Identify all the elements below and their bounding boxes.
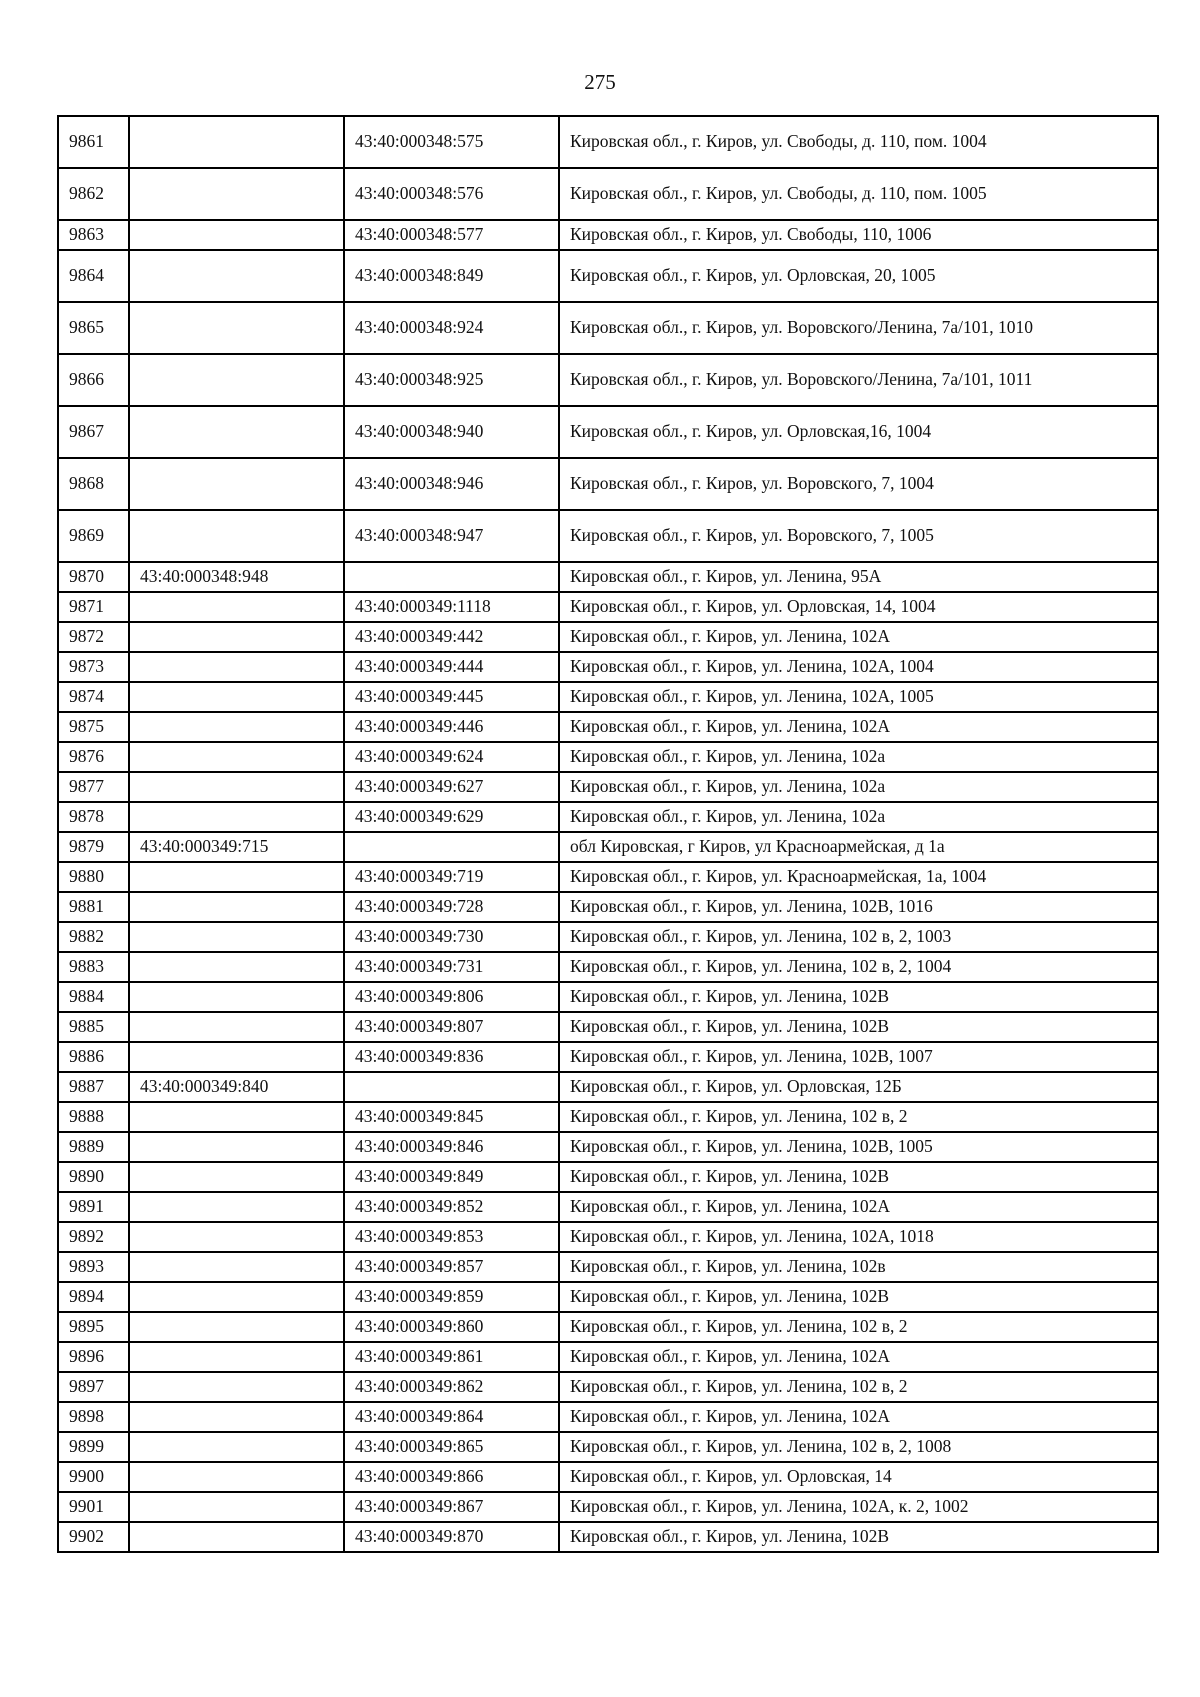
premises-number-cell: 43:40:000349:445 <box>344 682 559 712</box>
row-number-cell: 9871 <box>58 592 129 622</box>
row-number-cell: 9877 <box>58 772 129 802</box>
premises-number-cell: 43:40:000348:946 <box>344 458 559 510</box>
premises-number-cell: 43:40:000349:849 <box>344 1162 559 1192</box>
row-number-cell: 9897 <box>58 1372 129 1402</box>
table-row <box>58 592 1158 622</box>
parcel-number-cell <box>129 1162 344 1192</box>
parcel-number-cell <box>129 1522 344 1552</box>
table-row <box>58 354 1158 406</box>
premises-number-cell: 43:40:000349:836 <box>344 1042 559 1072</box>
premises-number-cell <box>344 1072 559 1102</box>
parcel-number-cell: 43:40:000349:840 <box>129 1072 344 1102</box>
table-row <box>58 1372 1158 1402</box>
table-row <box>58 1192 1158 1222</box>
address-cell: Кировская обл., г. Киров, ул. Орловская, 12Б <box>559 1072 1158 1102</box>
premises-number-cell: 43:40:000349:865 <box>344 1432 559 1462</box>
row-number-cell: 9868 <box>58 458 129 510</box>
table-row <box>58 1072 1158 1102</box>
address-cell: Кировская обл., г. Киров, ул. Свободы, д. 110, пом. 1004 <box>559 116 1158 168</box>
premises-number-cell <box>344 832 559 862</box>
table-row <box>58 1342 1158 1372</box>
parcel-number-cell <box>129 772 344 802</box>
address-cell: Кировская обл., г. Киров, ул. Ленина, 102А, 1004 <box>559 652 1158 682</box>
parcel-number-cell <box>129 892 344 922</box>
address-cell: Кировская обл., г. Киров, ул. Свободы, 110, 1006 <box>559 220 1158 250</box>
row-number-cell: 9896 <box>58 1342 129 1372</box>
address-cell: Кировская обл., г. Киров, ул. Ленина, 95А <box>559 562 1158 592</box>
premises-number-cell: 43:40:000349:442 <box>344 622 559 652</box>
premises-number-cell: 43:40:000349:867 <box>344 1492 559 1522</box>
parcel-number-cell <box>129 354 344 406</box>
address-cell: Кировская обл., г. Киров, ул. Орловская, 14 <box>559 1462 1158 1492</box>
address-cell: Кировская обл., г. Киров, ул. Ленина, 102 в, 2 <box>559 1372 1158 1402</box>
parcel-number-cell <box>129 712 344 742</box>
parcel-number-cell <box>129 862 344 892</box>
row-number-cell: 9872 <box>58 622 129 652</box>
row-number-cell: 9891 <box>58 1192 129 1222</box>
table-row <box>58 1102 1158 1132</box>
address-cell: Кировская обл., г. Киров, ул. Красноармейская, 1а, 1004 <box>559 862 1158 892</box>
table-row <box>58 652 1158 682</box>
premises-number-cell: 43:40:000348:940 <box>344 406 559 458</box>
row-number-cell: 9866 <box>58 354 129 406</box>
parcel-number-cell <box>129 1342 344 1372</box>
table-row <box>58 1522 1158 1552</box>
table-row <box>58 622 1158 652</box>
premises-number-cell: 43:40:000348:849 <box>344 250 559 302</box>
premises-number-cell <box>344 562 559 592</box>
row-number-cell: 9861 <box>58 116 129 168</box>
address-cell: Кировская обл., г. Киров, ул. Орловская, 20, 1005 <box>559 250 1158 302</box>
table-row <box>58 220 1158 250</box>
row-number-cell: 9873 <box>58 652 129 682</box>
premises-number-cell: 43:40:000349:853 <box>344 1222 559 1252</box>
table-row <box>58 1432 1158 1462</box>
table-row <box>58 168 1158 220</box>
premises-number-cell: 43:40:000348:925 <box>344 354 559 406</box>
parcel-number-cell <box>129 302 344 354</box>
parcel-number-cell <box>129 116 344 168</box>
parcel-number-cell <box>129 622 344 652</box>
table-row <box>58 510 1158 562</box>
parcel-number-cell <box>129 982 344 1012</box>
table-row <box>58 1252 1158 1282</box>
parcel-number-cell <box>129 406 344 458</box>
address-cell: Кировская обл., г. Киров, ул. Свободы, д. 110, пом. 1005 <box>559 168 1158 220</box>
premises-number-cell: 43:40:000349:1118 <box>344 592 559 622</box>
row-number-cell: 9878 <box>58 802 129 832</box>
premises-number-cell: 43:40:000349:627 <box>344 772 559 802</box>
parcel-number-cell <box>129 1012 344 1042</box>
table-row <box>58 1162 1158 1192</box>
table-row <box>58 1222 1158 1252</box>
address-cell: Кировская обл., г. Киров, ул. Ленина, 102 в, 2, 1008 <box>559 1432 1158 1462</box>
address-cell: Кировская обл., г. Киров, ул. Ленина, 102а <box>559 742 1158 772</box>
premises-number-cell: 43:40:000349:859 <box>344 1282 559 1312</box>
premises-number-cell: 43:40:000349:862 <box>344 1372 559 1402</box>
premises-number-cell: 43:40:000349:860 <box>344 1312 559 1342</box>
row-number-cell: 9894 <box>58 1282 129 1312</box>
parcel-number-cell: 43:40:000348:948 <box>129 562 344 592</box>
row-number-cell: 9888 <box>58 1102 129 1132</box>
address-cell: Кировская обл., г. Киров, ул. Ленина, 102А, 1018 <box>559 1222 1158 1252</box>
address-cell: Кировская обл., г. Киров, ул. Ленина, 102А <box>559 1342 1158 1372</box>
row-number-cell: 9902 <box>58 1522 129 1552</box>
table-row <box>58 862 1158 892</box>
parcel-number-cell <box>129 1492 344 1522</box>
table-row <box>58 922 1158 952</box>
address-cell: Кировская обл., г. Киров, ул. Ленина, 102в <box>559 1252 1158 1282</box>
table-row <box>58 982 1158 1012</box>
parcel-number-cell <box>129 592 344 622</box>
table-row <box>58 832 1158 862</box>
row-number-cell: 9874 <box>58 682 129 712</box>
table-row <box>58 772 1158 802</box>
row-number-cell: 9870 <box>58 562 129 592</box>
premises-number-cell: 43:40:000349:846 <box>344 1132 559 1162</box>
row-number-cell: 9876 <box>58 742 129 772</box>
row-number-cell: 9883 <box>58 952 129 982</box>
premises-number-cell: 43:40:000348:576 <box>344 168 559 220</box>
premises-number-cell: 43:40:000349:728 <box>344 892 559 922</box>
address-cell: Кировская обл., г. Киров, ул. Воровского/Ленина, 7а/101, 1011 <box>559 354 1158 406</box>
table-row <box>58 406 1158 458</box>
address-cell: Кировская обл., г. Киров, ул. Ленина, 102В <box>559 982 1158 1012</box>
row-number-cell: 9889 <box>58 1132 129 1162</box>
parcel-number-cell <box>129 682 344 712</box>
row-number-cell: 9900 <box>58 1462 129 1492</box>
parcel-number-cell <box>129 168 344 220</box>
premises-number-cell: 43:40:000349:719 <box>344 862 559 892</box>
parcel-number-cell <box>129 652 344 682</box>
address-cell: Кировская обл., г. Киров, ул. Ленина, 102 в, 2 <box>559 1102 1158 1132</box>
premises-number-cell: 43:40:000348:575 <box>344 116 559 168</box>
table-row <box>58 562 1158 592</box>
parcel-number-cell <box>129 1222 344 1252</box>
parcel-number-cell: 43:40:000349:715 <box>129 832 344 862</box>
parcel-number-cell <box>129 1132 344 1162</box>
table-row <box>58 116 1158 168</box>
table-row <box>58 1462 1158 1492</box>
premises-number-cell: 43:40:000349:861 <box>344 1342 559 1372</box>
row-number-cell: 9886 <box>58 1042 129 1072</box>
address-cell: Кировская обл., г. Киров, ул. Воровского/Ленина, 7а/101, 1010 <box>559 302 1158 354</box>
row-number-cell: 9901 <box>58 1492 129 1522</box>
address-cell: Кировская обл., г. Киров, ул. Ленина, 102В, 1005 <box>559 1132 1158 1162</box>
address-cell: Кировская обл., г. Киров, ул. Ленина, 102А <box>559 1192 1158 1222</box>
address-cell: Кировская обл., г. Киров, ул. Ленина, 102А, к. 2, 1002 <box>559 1492 1158 1522</box>
table-row <box>58 952 1158 982</box>
table-row <box>58 458 1158 510</box>
address-cell: Кировская обл., г. Киров, ул. Воровского, 7, 1005 <box>559 510 1158 562</box>
row-number-cell: 9895 <box>58 1312 129 1342</box>
premises-number-cell: 43:40:000349:446 <box>344 712 559 742</box>
row-number-cell: 9881 <box>58 892 129 922</box>
address-cell: Кировская обл., г. Киров, ул. Ленина, 102А <box>559 712 1158 742</box>
table-row <box>58 682 1158 712</box>
address-cell: Кировская обл., г. Киров, ул. Ленина, 102 в, 2, 1004 <box>559 952 1158 982</box>
parcel-number-cell <box>129 458 344 510</box>
premises-number-cell: 43:40:000349:807 <box>344 1012 559 1042</box>
table-row <box>58 302 1158 354</box>
parcel-number-cell <box>129 922 344 952</box>
parcel-number-cell <box>129 220 344 250</box>
row-number-cell: 9882 <box>58 922 129 952</box>
address-cell: Кировская обл., г. Киров, ул. Ленина, 102а <box>559 772 1158 802</box>
row-number-cell: 9898 <box>58 1402 129 1432</box>
parcel-number-cell <box>129 1432 344 1462</box>
address-cell: Кировская обл., г. Киров, ул. Ленина, 102 в, 2, 1003 <box>559 922 1158 952</box>
parcel-number-cell <box>129 250 344 302</box>
row-number-cell: 9863 <box>58 220 129 250</box>
registry-table <box>57 115 1159 1553</box>
address-cell: Кировская обл., г. Киров, ул. Ленина, 102В, 1016 <box>559 892 1158 922</box>
premises-number-cell: 43:40:000348:924 <box>344 302 559 354</box>
row-number-cell: 9890 <box>58 1162 129 1192</box>
table-row <box>58 742 1158 772</box>
address-cell: Кировская обл., г. Киров, ул. Ленина, 102 в, 2 <box>559 1312 1158 1342</box>
parcel-number-cell <box>129 1402 344 1432</box>
premises-number-cell: 43:40:000349:444 <box>344 652 559 682</box>
row-number-cell: 9884 <box>58 982 129 1012</box>
row-number-cell: 9899 <box>58 1432 129 1462</box>
address-cell: обл Кировская, г Киров, ул Красноармейская, д 1а <box>559 832 1158 862</box>
table-row <box>58 1012 1158 1042</box>
address-cell: Кировская обл., г. Киров, ул. Ленина, 102А <box>559 622 1158 652</box>
page-number: 275 <box>584 70 616 94</box>
row-number-cell: 9892 <box>58 1222 129 1252</box>
address-cell: Кировская обл., г. Киров, ул. Орловская, 14, 1004 <box>559 592 1158 622</box>
premises-number-cell: 43:40:000349:866 <box>344 1462 559 1492</box>
row-number-cell: 9869 <box>58 510 129 562</box>
parcel-number-cell <box>129 1462 344 1492</box>
address-cell: Кировская обл., г. Киров, ул. Ленина, 102а <box>559 802 1158 832</box>
row-number-cell: 9887 <box>58 1072 129 1102</box>
premises-number-cell: 43:40:000349:845 <box>344 1102 559 1132</box>
premises-number-cell: 43:40:000349:624 <box>344 742 559 772</box>
address-cell: Кировская обл., г. Киров, ул. Ленина, 102В, 1007 <box>559 1042 1158 1072</box>
address-cell: Кировская обл., г. Киров, ул. Воровского, 7, 1004 <box>559 458 1158 510</box>
table-row <box>58 1282 1158 1312</box>
premises-number-cell: 43:40:000349:629 <box>344 802 559 832</box>
table-row <box>58 1042 1158 1072</box>
parcel-number-cell <box>129 1042 344 1072</box>
address-cell: Кировская обл., г. Киров, ул. Орловская,16, 1004 <box>559 406 1158 458</box>
parcel-number-cell <box>129 1252 344 1282</box>
row-number-cell: 9865 <box>58 302 129 354</box>
table-row <box>58 802 1158 832</box>
address-cell: Кировская обл., г. Киров, ул. Ленина, 102А, 1005 <box>559 682 1158 712</box>
row-number-cell: 9885 <box>58 1012 129 1042</box>
premises-number-cell: 43:40:000348:947 <box>344 510 559 562</box>
address-cell: Кировская обл., г. Киров, ул. Ленина, 102В <box>559 1282 1158 1312</box>
premises-number-cell: 43:40:000349:870 <box>344 1522 559 1552</box>
table-row <box>58 1402 1158 1432</box>
address-cell: Кировская обл., г. Киров, ул. Ленина, 102В <box>559 1162 1158 1192</box>
table-row <box>58 1132 1158 1162</box>
parcel-number-cell <box>129 1192 344 1222</box>
table-row <box>58 712 1158 742</box>
table-row <box>58 1312 1158 1342</box>
registry-table-body <box>58 116 1158 1552</box>
row-number-cell: 9864 <box>58 250 129 302</box>
parcel-number-cell <box>129 510 344 562</box>
row-number-cell: 9862 <box>58 168 129 220</box>
premises-number-cell: 43:40:000349:731 <box>344 952 559 982</box>
row-number-cell: 9879 <box>58 832 129 862</box>
table-row <box>58 1492 1158 1522</box>
parcel-number-cell <box>129 742 344 772</box>
table-row <box>58 892 1158 922</box>
parcel-number-cell <box>129 1282 344 1312</box>
parcel-number-cell <box>129 1372 344 1402</box>
premises-number-cell: 43:40:000349:730 <box>344 922 559 952</box>
table-row <box>58 250 1158 302</box>
premises-number-cell: 43:40:000349:852 <box>344 1192 559 1222</box>
premises-number-cell: 43:40:000349:806 <box>344 982 559 1012</box>
premises-number-cell: 43:40:000349:864 <box>344 1402 559 1432</box>
address-cell: Кировская обл., г. Киров, ул. Ленина, 102В <box>559 1522 1158 1552</box>
parcel-number-cell <box>129 802 344 832</box>
row-number-cell: 9875 <box>58 712 129 742</box>
premises-number-cell: 43:40:000348:577 <box>344 220 559 250</box>
parcel-number-cell <box>129 1102 344 1132</box>
row-number-cell: 9867 <box>58 406 129 458</box>
premises-number-cell: 43:40:000349:857 <box>344 1252 559 1282</box>
parcel-number-cell <box>129 1312 344 1342</box>
row-number-cell: 9893 <box>58 1252 129 1282</box>
address-cell: Кировская обл., г. Киров, ул. Ленина, 102А <box>559 1402 1158 1432</box>
row-number-cell: 9880 <box>58 862 129 892</box>
address-cell: Кировская обл., г. Киров, ул. Ленина, 102В <box>559 1012 1158 1042</box>
parcel-number-cell <box>129 952 344 982</box>
